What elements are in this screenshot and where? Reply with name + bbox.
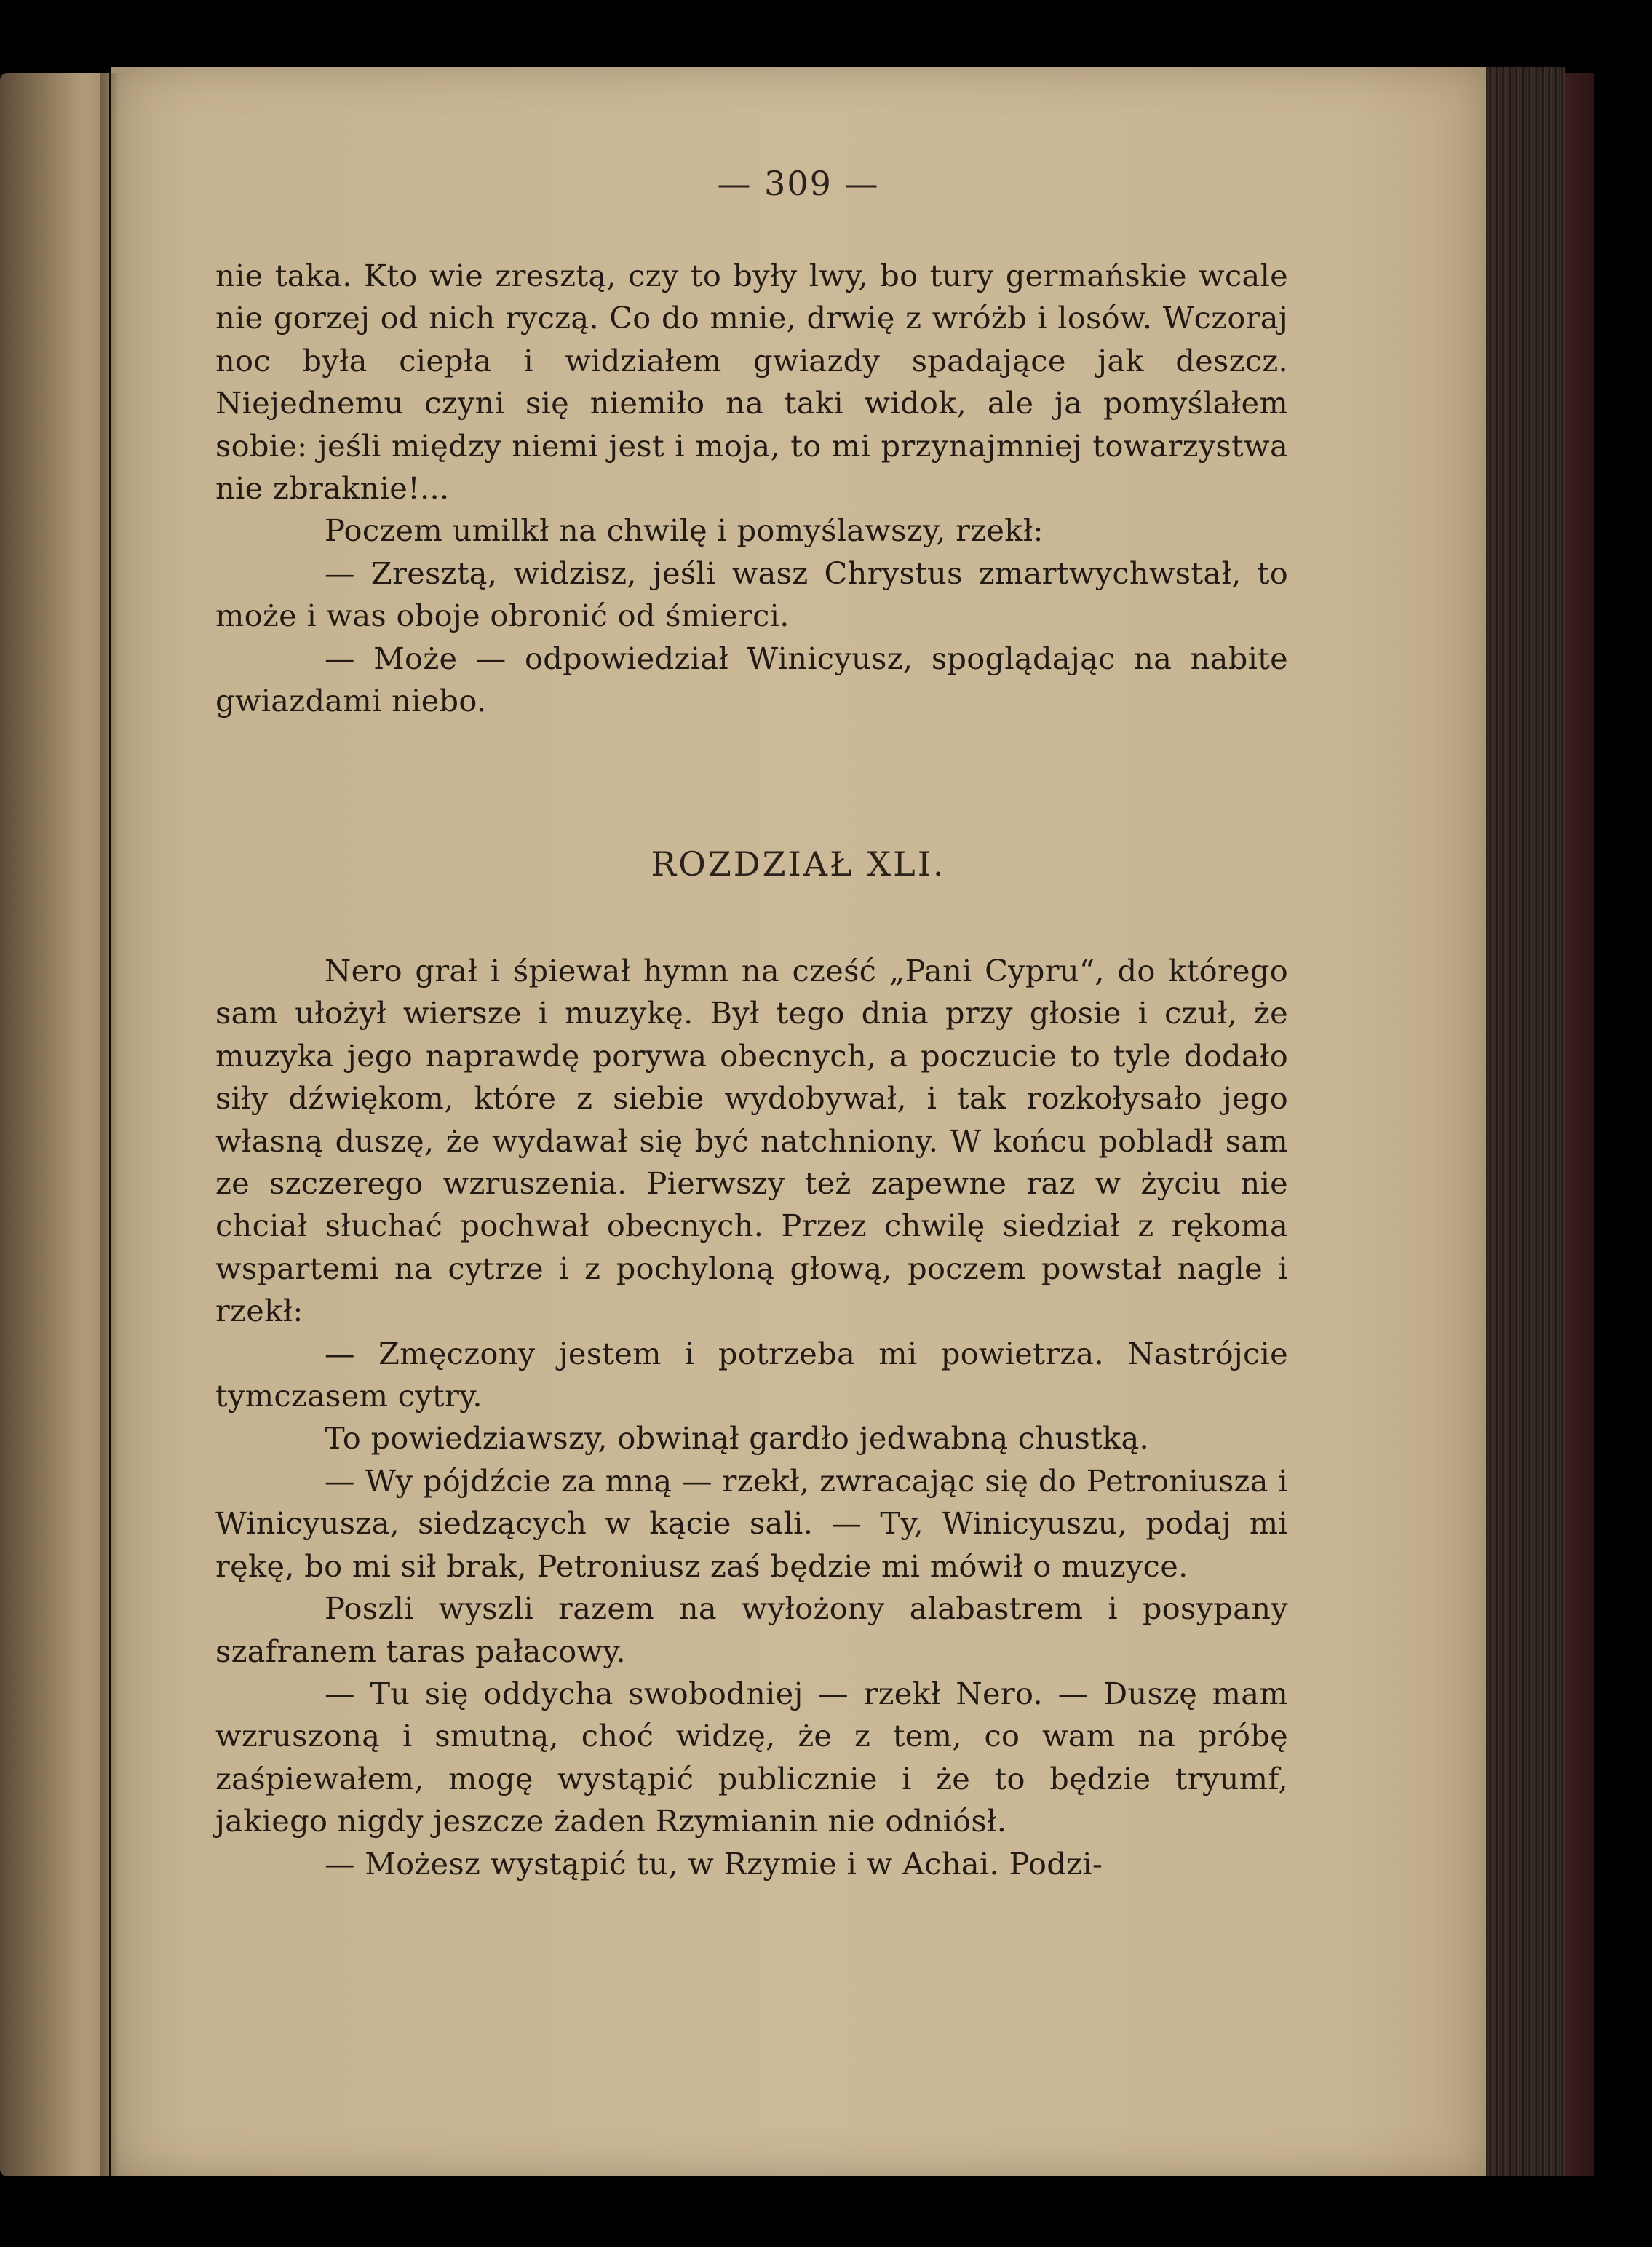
page-number: — 309 —: [717, 164, 880, 203]
paragraph: Poszli wyszli razem na wyłożony alabastrem i posypany szafranem taras pałacowy.: [215, 1590, 1288, 1669]
top-text-block: [215, 255, 1288, 722]
paragraph: — Wy pójdźcie za mną — rzekł, zwracając się do Petroniusza i Winicyusza, siedzących w kącie sali. — Ty, Winicyuszu, podaj mi rękę, bo mi sił brak, Petroniusz zaś będzie mi mówił o muzyce.: [215, 1462, 1288, 1584]
page-stack-edges: [1486, 67, 1565, 2176]
book-cover-edge: [1565, 73, 1594, 2176]
paragraph: To powiedziawszy, obwinął gardło jedwabną chustką.: [325, 1420, 1150, 1457]
previous-page-edge: [0, 73, 109, 2176]
book-gutter: [100, 73, 119, 2176]
paragraph: Nero grał i śpiewał hymn na cześć „Pani Cypru“, do którego sam ułożył wiersze i muzykę. Był tego dnia przy głosie i czuł, że muzyka jego naprawdę porywa obecnych, a poczucie to tyle dodało siły dźwiękom, które z siebie wydobywał, i tak rozkołysało jego własną duszę, że wydawał się być natchniony. W końcu pobladł sam ze szczerego wzruszenia. Pierwszy też zapewne raz w życiu nie chciał słuchać pochwał obecnych. Przez chwilę siedział z rękoma wspartemi na cytrze i z pochyloną głową, poczem powstał nagle i rzekł:: [215, 953, 1288, 1329]
paragraph: — Zresztą, widzisz, jeśli wasz Chrystus zmartwychwstał, to może i was oboje obronić od śmierci.: [215, 555, 1288, 634]
paragraph: nie taka. Kto wie zresztą, czy to były lwy, bo tury germańskie wcale nie gorzej od nich ryczą. Co do mnie, drwię z wróżb i losów. Wczoraj noc była ciepła i widziałem gwiazdy spadające jak deszcz. Niejednemu czyni się niemiło na taki widok, ale ja pomyślałem sobie: jeśli między niemi jest i moja, to mi przynajmniej towarzystwa nie zbraknie!...: [215, 258, 1288, 507]
paragraph: — Możesz wystąpić tu, w Rzymie i w Achai. Podzi-: [325, 1845, 1103, 1882]
paragraph: — Może — odpowiedział Winicyusz, spoglądając na nabite gwiazdami niebo.: [215, 640, 1288, 719]
bottom-text-block: [215, 950, 1288, 1885]
paragraph: — Tu się oddycha swobodniej — rzekł Nero. — Duszę mam wzruszoną i smutną, choć widzę, że z tem, co wam na próbę zaśpiewałem, mogę wystąpić publicznie i że to będzie tryumf, jakiego nigdy jeszcze żaden Rzymianin nie odniósł.: [215, 1675, 1288, 1839]
paragraph: Poczem umilkł na chwilę i pomyślawszy, rzekł:: [325, 512, 1044, 549]
chapter-title: ROZDZIAŁ XLI.: [651, 844, 946, 884]
paragraph: — Zmęczony jestem i potrzeba mi powietrza. Nastrójcie tymczasem cytry.: [215, 1335, 1288, 1414]
